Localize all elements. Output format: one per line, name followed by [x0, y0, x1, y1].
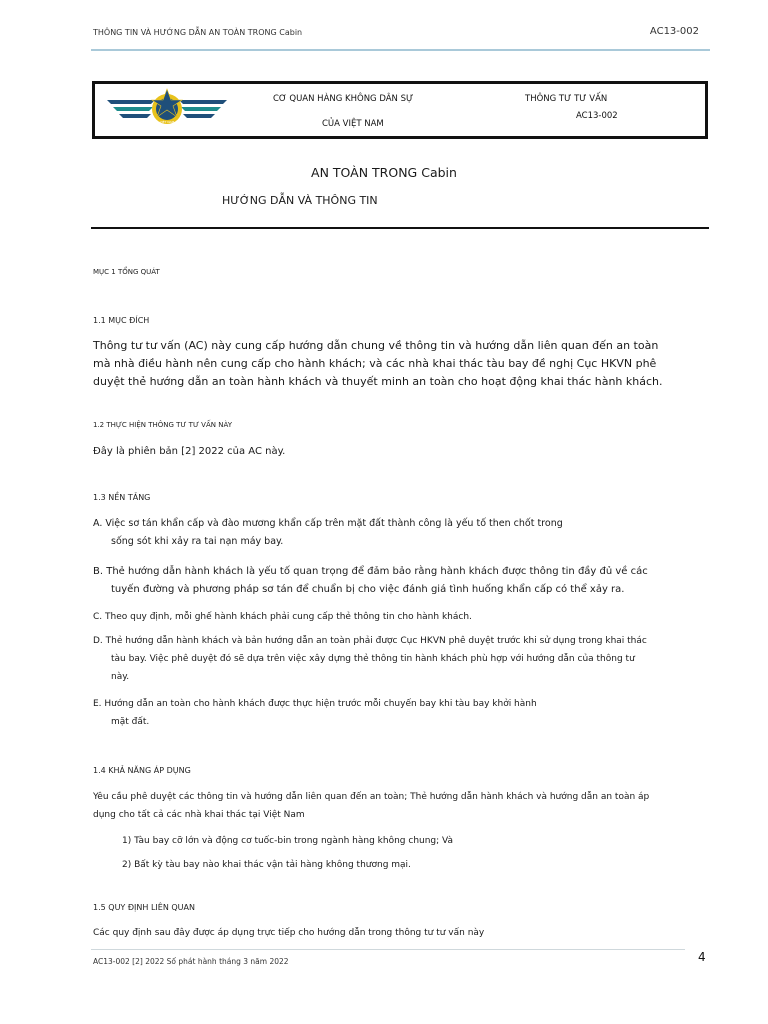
text-line: B. Thẻ hướng dẫn hành khách là yếu tố quan trọng để đảm bảo rằng hành khách được thông tin đầy đủ về các [93, 566, 648, 577]
section-heading-muc1: MỤC 1 TỔNG QUÁT [93, 268, 160, 276]
document-subtitle: HƯỚNG DẪN VÀ THÔNG TIN [222, 194, 378, 207]
document-title: AN TOÀN TRONG Cabin [311, 165, 457, 180]
text-line: C. Theo quy định, mỗi ghế hành khách phải cung cấp thẻ thông tin cho hành khách. [93, 612, 472, 622]
list-item-b [93, 563, 703, 599]
header-divider [91, 49, 710, 51]
circular-code: AC13-002 [576, 111, 618, 121]
running-header-code: AC13-002 [649, 26, 699, 37]
list-item-d [93, 632, 703, 686]
paragraph-1-4 [93, 788, 713, 824]
section-heading-1-5: 1.5 QUY ĐỊNH LIÊN QUAN [93, 903, 195, 912]
text-line: dụng cho tất cả các nhà khai thác tại Việt Nam [93, 810, 305, 820]
text-line: A. Việc sơ tán khẩn cấp và đào mương khẩn cấp trên mặt đất thành công là yếu tố then chốt trong [93, 518, 563, 529]
section-heading-1-3: 1.3 NỀN TẢNG [93, 493, 151, 502]
agency-name-line1: CƠ QUAN HÀNG KHÔNG DÂN SỰ [273, 94, 414, 104]
page-number: 4 [698, 950, 706, 964]
text-line: tuyến đường và phương pháp sơ tán để chuẩn bị cho việc đánh giá tình huống khẩn cấp có thể xảy ra. [111, 584, 625, 595]
logo-text: VIỆT NAM [159, 120, 175, 124]
footer-revision: AC13-002 [2] 2022 Số phát hành tháng 3 năm 2022 [93, 957, 289, 966]
section-heading-1-4: 1.4 KHẢ NĂNG ÁP DỤNG [93, 766, 191, 775]
caav-logo-icon [105, 88, 229, 128]
text-line: Thông tư tư vấn (AC) này cung cấp hướng dẫn chung về thông tin và hướng dẫn liên quan đến an toàn [93, 339, 659, 352]
text-line: sống sót khi xảy ra tai nạn máy bay. [111, 536, 284, 547]
list-item-c [93, 608, 703, 626]
section-heading-1-1: 1.1 MỤC ĐÍCH [93, 316, 150, 325]
list-item: 2) Bất kỳ tàu bay nào khai thác vận tải hàng không thương mại. [122, 860, 411, 870]
text-line: mà nhà điều hành nên cung cấp cho hành khách; và các nhà khai thác tàu bay đề nghị Cục HKVN phê [93, 357, 657, 370]
text-line: này. [111, 672, 130, 682]
list-item: 1) Tàu bay cỡ lớn và động cơ tuốc-bin trong ngành hàng không chung; Và [122, 836, 454, 846]
text-line: D. Thẻ hướng dẫn hành khách và bản hướng dẫn an toàn phải được Cục HKVN phê duyệt trước khi sử dụng trong khai thác [93, 636, 647, 646]
circular-label: THÔNG TƯ TƯ VẤN [525, 94, 608, 104]
list-item-e [93, 695, 703, 731]
text-line: E. Hướng dẫn an toàn cho hành khách được thực hiện trước mỗi chuyến bay khi tàu bay khởi hành [93, 699, 537, 709]
numbered-list-1-4 [122, 829, 453, 877]
text-line: tàu bay. Việc phê duyệt đó sẽ dựa trên việc xây dựng thẻ thông tin hành khách phù hợp với hướng dẫn của thông tư [111, 654, 635, 664]
paragraph-1-1 [93, 337, 713, 391]
document-title-box [92, 81, 708, 139]
section-heading-1-2: 1.2 THỰC HIỆN THÔNG TƯ TƯ VẤN NÀY [93, 421, 232, 429]
agency-name-line2: CỦA VIỆT NAM [322, 119, 384, 129]
text-line: mặt đất. [111, 717, 150, 727]
paragraph-1-2: Đây là phiên bản [2] 2022 của AC này. [93, 446, 286, 457]
running-header-title: THÔNG TIN VÀ HƯỚNG DẪN AN TOÀN TRONG Cabin [93, 28, 303, 37]
footer-divider [91, 949, 685, 950]
text-line: Yêu cầu phê duyệt các thông tin và hướng dẫn liên quan đến an toàn; Thẻ hướng dẫn hành khách và hướng dẫn an toàn áp [93, 792, 650, 802]
text-line: duyệt thẻ hướng dẫn an toàn hành khách và thuyết minh an toàn cho hoạt động khai thác hành khách. [93, 375, 663, 388]
list-item-a [93, 515, 703, 551]
paragraph-1-5: Các quy định sau đây được áp dụng trực tiếp cho hướng dẫn trong thông tư tư vấn này [93, 928, 485, 938]
title-divider [91, 227, 709, 229]
